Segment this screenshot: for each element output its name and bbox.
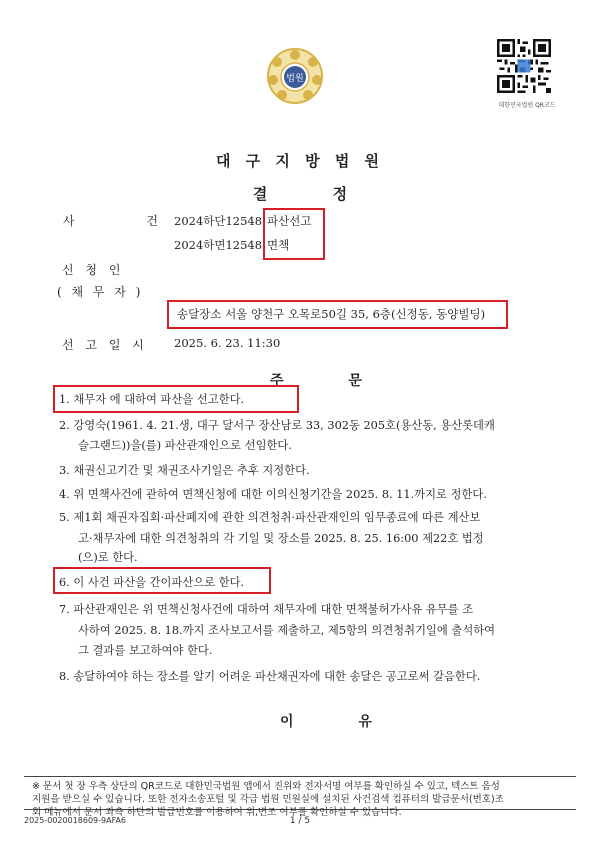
order-item-5-cont-2: (으)로 한다. — [78, 551, 138, 564]
order-item-6: 6. 이 사건 파산을 간이파산으로 한다. — [59, 576, 245, 589]
order-heading: 주 문 — [270, 373, 392, 389]
verification-notice — [24, 776, 576, 818]
notice-line-2: 지원을 받으실 수 있습니다. 또한 전자소송포털 및 각급 법원 민원실에 설치된 사건검색 컴퓨터의 발급문서(번호)조 — [32, 794, 504, 805]
order-item-2-cont: 슬그랜드))을(를) 파산관재인으로 선임한다. — [78, 439, 292, 452]
case-number-2: 2024하면12548 — [174, 238, 263, 252]
case-number-1: 2024하단12548 — [174, 214, 263, 228]
seal-text: 법원 — [286, 74, 304, 84]
page-number: 1 / 5 — [289, 816, 311, 826]
order-item-7: 7. 파산관재인은 위 면책신청사건에 대하여 채무자에 대한 면책불허가사유 유무를 조 — [59, 603, 474, 616]
court-seal-icon — [266, 47, 324, 105]
declaration-label: 선 고 일 시 — [62, 338, 148, 352]
qr-code-icon — [497, 39, 551, 93]
order-item-7-cont-1: 사하여 2025. 8. 18.까지 조사보고서를 제출하고, 제5항의 의견청취기일에 출석하여 — [78, 624, 496, 637]
qr-label: 대한민국법원 QR코드 — [498, 102, 556, 109]
order-item-4: 4. 위 면책사건에 관하여 면책신청에 대한 이의신청기간을 2025. 8. 11.까지로 정한다. — [59, 488, 487, 501]
applicant-label: 신 청 인 — [62, 263, 125, 277]
highlight-order-6 — [53, 567, 271, 594]
document-type: 결 정 — [252, 185, 378, 203]
order-item-5-cont-1: 고·채무자에 대한 의견청취의 각 기일 및 장소를 2025. 8. 25. 16:00 제22호 법정 — [78, 532, 484, 545]
highlight-case-name — [263, 208, 325, 260]
case-name-2: 면책 — [267, 238, 290, 252]
debtor-label: ( 채 무 자 ) — [57, 285, 144, 299]
notice-line-3: 회 메뉴에서 문서 좌측 하단의 발급번호를 이용하여 위,변조 여부를 확인하실 수 있습니다. — [32, 807, 402, 818]
document-number: 2025-0020018609-9AFA6 — [24, 816, 127, 825]
order-item-7-cont-2: 그 결과를 보고하여야 한다. — [78, 644, 213, 657]
declaration-datetime: 2025. 6. 23. 11:30 — [174, 336, 281, 350]
order-item-3: 3. 채권신고기간 및 채권조사기일은 추후 지정한다. — [59, 464, 310, 477]
notice-line-1: ※ 문서 첫 장 우측 상단의 QR코드로 대한민국법원 앱에서 진위와 전자서명 여부를 확인하실 수 있고, 텍스트 음성 — [32, 781, 500, 792]
highlight-order-1 — [53, 385, 299, 413]
case-label: 사 건 — [63, 214, 192, 228]
order-item-1: 1. 채무자 에 대하여 파산을 선고한다. — [59, 393, 245, 406]
order-item-2: 2. 강영숙(1961. 4. 21.생, 대구 달서구 장산남로 33, 302동 205호(용산동, 용산롯데캐 — [59, 419, 495, 432]
service-address: 송달장소 서울 양천구 오목로50길 35, 6층(신정동, 동양빌딩) — [177, 307, 486, 321]
case-name-1: 파산선고 — [267, 214, 312, 228]
order-item-5: 5. 제1회 채권자집회·파산폐지에 관한 의견청취·파산관재인의 임무종료에 따른 계산보 — [59, 511, 481, 524]
reason-heading: 이 유 — [280, 714, 402, 730]
highlight-service-address — [167, 300, 508, 329]
order-item-8: 8. 송달하여야 하는 장소를 알기 어려운 파산채권자에 대한 송달은 공고로써 갈음한다. — [59, 670, 481, 683]
court-name: 대 구 지 방 법 원 — [215, 152, 385, 170]
